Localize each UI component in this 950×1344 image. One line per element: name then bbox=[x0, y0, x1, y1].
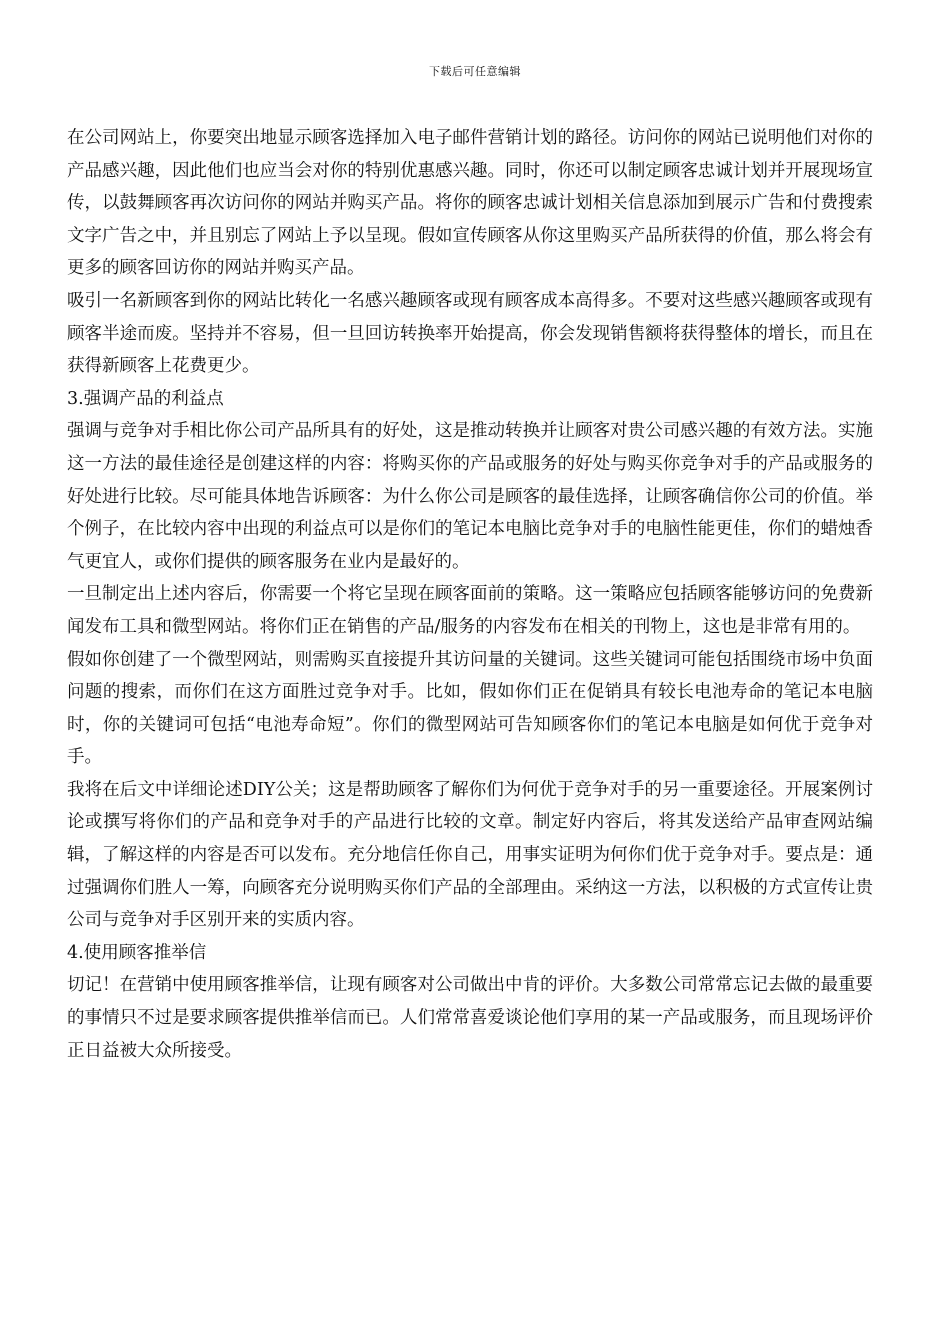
paragraph-email-marketing: 在公司网站上，你要突出地显示顾客选择加入电子邮件营销计划的路径。访问你的网站已说明他们对你的产品感兴趣，因此他们也应当会对你的特别优惠感兴趣。同时，你还可以制定顾客忠诚计划并开展现场宣传，以鼓舞顾客再次访问你的网站并购买产品。将你的顾客忠诚计划相关信息添加到展示广告和付费搜索文字广告之中，并且别忘了网站上予以呈现。假如宣传顾客从你这里购买产品所获得的价值，那么将会有更多的顾客回访你的网站并购买产品。 bbox=[67, 128, 873, 279]
section-heading-testimonials: 4.使用顾客推举信 bbox=[67, 942, 207, 963]
paragraph-new-customer-cost: 吸引一名新顾客到你的网站比转化一名感兴趣顾客或现有顾客成本高得多。不要对这些感兴趣顾客或现有顾客半途而废。坚持并不容易，但一旦回访转换率开始提高，你会发现销售额将获得整体的增长，而且在获得新顾客上花费更少。 bbox=[67, 290, 873, 377]
paragraph-microsite-keywords: 假如你创建了一个微型网站，则需购买直接提升其访问量的关键词。这些关键词可能包括围绕市场中负面问题的搜索，而你们在这方面胜过竞争对手。比如，假如你们正在促销具有较长电池寿命的笔记本电脑时，你的关键词可包括“电池寿命短”。你们的微型网站可告知顾客你们的笔记本电脑是如何优于竞争对手。 bbox=[67, 649, 873, 768]
page-header: 下载后可任意编辑 bbox=[429, 65, 521, 78]
document-body bbox=[67, 122, 873, 1067]
paragraph-emphasize-benefits: 强调与竞争对手相比你公司产品所具有的好处，这是推动转换并让顾客对贵公司感兴趣的有效方法。实施这一方法的最佳途径是创建这样的内容：将购买你的产品或服务的好处与购买你竞争对手的产品或服务的好处进行比较。尽可能具体地告诉顾客：为什么你公司是顾客的最佳选择，让顾客确信你公司的价值。举个例子，在比较内容中出现的利益点可以是你们的笔记本电脑比竞争对手的电脑性能更佳，你们的蜡烛香气更宜人，或你们提供的顾客服务在业内是最好的。 bbox=[67, 421, 873, 572]
paragraph-testimonials: 切记！在营销中使用顾客推举信，让现有顾客对公司做出中肯的评价。大多数公司常常忘记去做的最重要的事情只不过是要求顾客提供推举信而已。人们常常喜爱谈论他们享用的某一产品或服务，而且现场评价正日益被大众所接受。 bbox=[67, 975, 873, 1061]
section-heading-benefits: 3.强调产品的利益点 bbox=[67, 388, 224, 409]
paragraph-presentation-strategy: 一旦制定出上述内容后，你需要一个将它呈现在顾客面前的策略。这一策略应包括顾客能够访问的免费新闻发布工具和微型网站。将你们正在销售的产品/服务的内容发布在相关的刊物上，这也是非常有用的。 bbox=[67, 584, 873, 637]
paragraph-diy-pr: 我将在后文中详细论述DIY公关；这是帮助顾客了解你们为何优于竞争对手的另一重要途径。开展案例讨论或撰写将你们的产品和竞争对手的产品进行比较的文章。制定好内容后，将其发送给产品审查网站编辑，了解这样的内容是否可以发布。充分地信任你自己，用事实证明为何你们优于竞争对手。要点是：通过强调你们胜人一筹，向顾客充分说明购买你们产品的全部理由。采纳这一方法，以积极的方式宣传让贵公司与竞争对手区别开来的实质内容。 bbox=[67, 779, 873, 931]
